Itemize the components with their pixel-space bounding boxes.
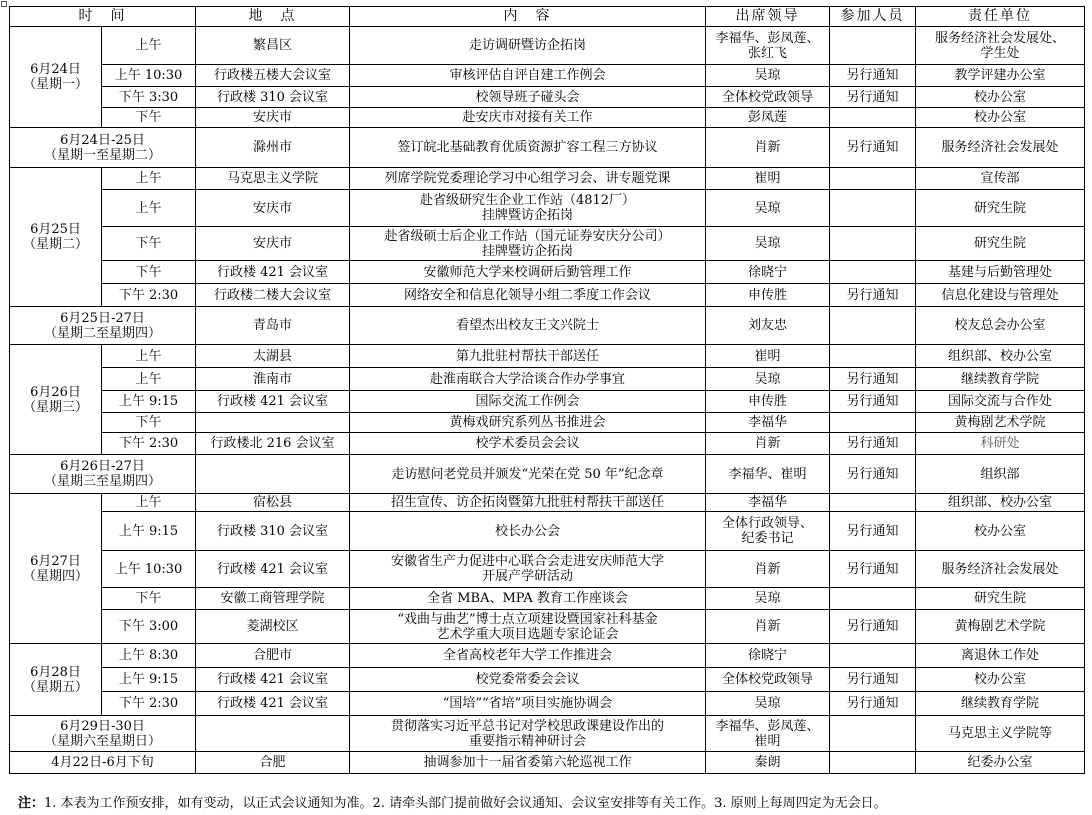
time-cell: 上午 bbox=[102, 27, 196, 65]
time-cell: 下午 bbox=[102, 588, 196, 610]
leader-cell: 崔明 bbox=[706, 168, 830, 190]
staff-cell: 另行通知 bbox=[830, 284, 916, 307]
footnote-label: 注： bbox=[18, 796, 45, 811]
table-row bbox=[10, 65, 1085, 87]
staff-cell bbox=[830, 307, 916, 345]
staff-cell bbox=[830, 644, 916, 668]
leader-cell: 肖新 bbox=[706, 551, 830, 588]
staff-cell: 另行通知 bbox=[830, 433, 916, 455]
staff-cell: 另行通知 bbox=[830, 692, 916, 716]
staff-cell bbox=[830, 261, 916, 284]
table-row bbox=[10, 494, 1085, 512]
footnote-text: 1. 本表为工作预安排，如有变动，以正式会议通知为准。2. 请牵头部门提前做好会议通知、会议室安排等有关工作。3. 原则上每周四定为无会日。 bbox=[44, 796, 887, 811]
header-leader: 出席领导 bbox=[706, 7, 830, 27]
place-cell: 淮南市 bbox=[196, 368, 350, 391]
place-cell: 太湖县 bbox=[196, 345, 350, 368]
table-row bbox=[10, 128, 1085, 168]
table-row bbox=[10, 261, 1085, 284]
date-cell: 6月29日-30日 （星期六至星期日） bbox=[10, 716, 196, 752]
time-cell: 上午 bbox=[102, 368, 196, 391]
unit-cell: 校办公室 bbox=[916, 512, 1085, 551]
leader-cell: 全体校党政领导 bbox=[706, 87, 830, 108]
time-cell: 下午 bbox=[102, 413, 196, 433]
content-cell: 走访调研暨访企拓岗 bbox=[350, 27, 706, 65]
date-cell: 6月25日 （星期二） bbox=[10, 168, 102, 307]
place-cell: 青岛市 bbox=[196, 307, 350, 345]
table-row bbox=[10, 692, 1085, 716]
schedule-body bbox=[10, 27, 1085, 774]
place-cell bbox=[196, 716, 350, 752]
leader-cell: 李福华 bbox=[706, 494, 830, 512]
place-cell: 行政楼 421 会议室 bbox=[196, 668, 350, 692]
unit-cell: 研究生院 bbox=[916, 190, 1085, 227]
unit-cell: 校办公室 bbox=[916, 668, 1085, 692]
staff-cell bbox=[830, 494, 916, 512]
content-cell: 网络安全和信息化领导小组二季度工作会议 bbox=[350, 284, 706, 307]
leader-cell: 肖新 bbox=[706, 128, 830, 168]
place-cell: 行政楼二楼大会议室 bbox=[196, 284, 350, 307]
staff-cell: 另行通知 bbox=[830, 368, 916, 391]
table-row bbox=[10, 227, 1085, 261]
content-cell: 招生宣传、访企拓岗暨第九批驻村帮扶干部送任 bbox=[350, 494, 706, 512]
place-cell: 安庆市 bbox=[196, 108, 350, 128]
content-cell: 全省高校老年大学工作推进会 bbox=[350, 644, 706, 668]
place-cell: 行政楼北 216 会议室 bbox=[196, 433, 350, 455]
content-cell: 校学术委员会会议 bbox=[350, 433, 706, 455]
content-cell: 签订皖北基础教育优质资源扩容工程三方协议 bbox=[350, 128, 706, 168]
place-cell: 滁州市 bbox=[196, 128, 350, 168]
leader-cell: 全体行政领导、 纪委书记 bbox=[706, 512, 830, 551]
content-cell: 第九批驻村帮扶干部送任 bbox=[350, 345, 706, 368]
leader-cell: 李福华、彭凤莲、 张红飞 bbox=[706, 27, 830, 65]
time-cell: 上午 bbox=[102, 345, 196, 368]
table-row bbox=[10, 284, 1085, 307]
footnote bbox=[18, 792, 887, 811]
date-cell: 4月22日-6月下旬 bbox=[10, 752, 196, 774]
leader-cell: 全体校党政领导 bbox=[706, 668, 830, 692]
unit-cell: 组织部 bbox=[916, 455, 1085, 494]
leader-cell: 吴琼 bbox=[706, 227, 830, 261]
unit-cell: 科研处 bbox=[916, 433, 1085, 455]
unit-cell: 信息化建设与管理处 bbox=[916, 284, 1085, 307]
staff-cell: 另行通知 bbox=[830, 551, 916, 588]
content-cell: 校长办公会 bbox=[350, 512, 706, 551]
table-row bbox=[10, 413, 1085, 433]
unit-cell: 服务经济社会发展处 bbox=[916, 128, 1085, 168]
header-place: 地 点 bbox=[196, 7, 350, 27]
schedule-sheet bbox=[9, 6, 1084, 774]
content-cell: 抽调参加十一届省委第六轮巡视工作 bbox=[350, 752, 706, 774]
staff-cell bbox=[830, 190, 916, 227]
leader-cell: 秦朗 bbox=[706, 752, 830, 774]
content-cell: 赴安庆市对接有关工作 bbox=[350, 108, 706, 128]
leader-cell: 崔明 bbox=[706, 345, 830, 368]
unit-cell: 黄梅剧艺术学院 bbox=[916, 610, 1085, 644]
content-cell: 列席学院党委理论学习中心组学习会、讲专题党课 bbox=[350, 168, 706, 190]
unit-cell: 继续教育学院 bbox=[916, 692, 1085, 716]
time-cell: 下午 2:30 bbox=[102, 692, 196, 716]
table-row bbox=[10, 190, 1085, 227]
leader-cell: 李福华、崔明 bbox=[706, 455, 830, 494]
date-cell: 6月27日 （星期四） bbox=[10, 494, 102, 644]
place-cell: 马克思主义学院 bbox=[196, 168, 350, 190]
staff-cell: 另行通知 bbox=[830, 128, 916, 168]
place-cell: 安庆市 bbox=[196, 190, 350, 227]
leader-cell: 吴琼 bbox=[706, 190, 830, 227]
place-cell: 行政楼 421 会议室 bbox=[196, 261, 350, 284]
header-row bbox=[10, 7, 1085, 27]
header-time: 时 间 bbox=[10, 7, 196, 27]
time-cell: 上午 bbox=[102, 190, 196, 227]
table-row bbox=[10, 512, 1085, 551]
leader-cell: 刘友忠 bbox=[706, 307, 830, 345]
table-row bbox=[10, 345, 1085, 368]
staff-cell: 另行通知 bbox=[830, 512, 916, 551]
table-row bbox=[10, 368, 1085, 391]
table-row bbox=[10, 610, 1085, 644]
staff-cell bbox=[830, 108, 916, 128]
place-cell: 宿松县 bbox=[196, 494, 350, 512]
staff-cell: 另行通知 bbox=[830, 87, 916, 108]
date-cell: 6月24日-25日 （星期一至星期二） bbox=[10, 128, 196, 168]
staff-cell bbox=[830, 752, 916, 774]
place-cell bbox=[196, 455, 350, 494]
table-row bbox=[10, 455, 1085, 494]
content-cell: “戏曲与曲艺”博士点立项建设暨国家社科基金 艺术学重大项目选题专家论证会 bbox=[350, 610, 706, 644]
place-cell: 行政楼 421 会议室 bbox=[196, 551, 350, 588]
content-cell: 赴淮南联合大学洽谈合作办学事宜 bbox=[350, 368, 706, 391]
time-cell: 上午 8:30 bbox=[102, 644, 196, 668]
time-cell: 上午 9:15 bbox=[102, 668, 196, 692]
content-cell: “国培”“省培”项目实施协调会 bbox=[350, 692, 706, 716]
unit-cell: 继续教育学院 bbox=[916, 368, 1085, 391]
content-cell: 看望杰出校友王文兴院士 bbox=[350, 307, 706, 345]
time-cell: 下午 3:00 bbox=[102, 610, 196, 644]
leader-cell: 徐晓宁 bbox=[706, 261, 830, 284]
place-cell: 行政楼 310 会议室 bbox=[196, 512, 350, 551]
content-cell: 安徽省生产力促进中心联合会走进安庆师范大学 开展产学研活动 bbox=[350, 551, 706, 588]
table-row bbox=[10, 168, 1085, 190]
place-cell: 繁昌区 bbox=[196, 27, 350, 65]
time-cell: 下午 bbox=[102, 227, 196, 261]
staff-cell bbox=[830, 345, 916, 368]
time-cell: 上午 9:15 bbox=[102, 391, 196, 413]
schedule-table bbox=[9, 6, 1085, 774]
date-cell: 6月24日 （星期一） bbox=[10, 27, 102, 128]
table-row bbox=[10, 27, 1085, 65]
leader-cell: 肖新 bbox=[706, 610, 830, 644]
header-unit: 责任单位 bbox=[916, 7, 1085, 27]
content-cell: 走访慰问老党员并颁发“光荣在党 50 年”纪念章 bbox=[350, 455, 706, 494]
leader-cell: 徐晓宁 bbox=[706, 644, 830, 668]
content-cell: 校领导班子碰头会 bbox=[350, 87, 706, 108]
staff-cell: 另行通知 bbox=[830, 391, 916, 413]
date-cell: 6月28日 （星期五） bbox=[10, 644, 102, 716]
content-cell: 赴省级硕士后企业工作站（国元证券安庆分公司） 挂牌暨访企拓岗 bbox=[350, 227, 706, 261]
time-cell: 下午 2:30 bbox=[102, 433, 196, 455]
content-cell: 赴省级研究生企业工作站（4812厂） 挂牌暨访企拓岗 bbox=[350, 190, 706, 227]
leader-cell: 吴琼 bbox=[706, 65, 830, 87]
place-cell: 合肥市 bbox=[196, 644, 350, 668]
table-row bbox=[10, 391, 1085, 413]
unit-cell: 校办公室 bbox=[916, 87, 1085, 108]
leader-cell: 吴琼 bbox=[706, 692, 830, 716]
place-cell: 行政楼 421 会议室 bbox=[196, 692, 350, 716]
time-cell: 上午 bbox=[102, 168, 196, 190]
time-cell: 下午 bbox=[102, 108, 196, 128]
unit-cell: 纪委办公室 bbox=[916, 752, 1085, 774]
staff-cell bbox=[830, 168, 916, 190]
content-cell: 全省 MBA、MPA 教育工作座谈会 bbox=[350, 588, 706, 610]
table-row bbox=[10, 752, 1085, 774]
leader-cell: 肖新 bbox=[706, 433, 830, 455]
leader-cell: 申传胜 bbox=[706, 391, 830, 413]
unit-cell: 宣传部 bbox=[916, 168, 1085, 190]
unit-cell: 国际交流与合作处 bbox=[916, 391, 1085, 413]
unit-cell: 校办公室 bbox=[916, 108, 1085, 128]
date-cell: 6月26日 （星期三） bbox=[10, 345, 102, 455]
header-content: 内 容 bbox=[350, 7, 706, 27]
time-cell: 上午 10:30 bbox=[102, 551, 196, 588]
table-row bbox=[10, 433, 1085, 455]
table-row bbox=[10, 668, 1085, 692]
staff-cell bbox=[830, 227, 916, 261]
unit-cell: 研究生院 bbox=[916, 227, 1085, 261]
place-cell: 菱湖校区 bbox=[196, 610, 350, 644]
staff-cell bbox=[830, 27, 916, 65]
staff-cell bbox=[830, 588, 916, 610]
staff-cell: 另行通知 bbox=[830, 610, 916, 644]
content-cell: 国际交流工作例会 bbox=[350, 391, 706, 413]
leader-cell: 吴琼 bbox=[706, 588, 830, 610]
unit-cell: 组织部、校办公室 bbox=[916, 494, 1085, 512]
time-cell: 下午 bbox=[102, 261, 196, 284]
unit-cell: 离退休工作处 bbox=[916, 644, 1085, 668]
leader-cell: 李福华 bbox=[706, 413, 830, 433]
time-cell: 上午 9:15 bbox=[102, 512, 196, 551]
place-cell bbox=[196, 413, 350, 433]
table-row bbox=[10, 644, 1085, 668]
date-cell: 6月26日-27日 （星期三至星期四） bbox=[10, 455, 196, 494]
time-cell: 上午 bbox=[102, 494, 196, 512]
leader-cell: 李福华、彭凤莲、 崔明 bbox=[706, 716, 830, 752]
table-row bbox=[10, 307, 1085, 345]
content-cell: 校党委常委会会议 bbox=[350, 668, 706, 692]
time-cell: 上午 10:30 bbox=[102, 65, 196, 87]
staff-cell: 另行通知 bbox=[830, 455, 916, 494]
unit-cell: 研究生院 bbox=[916, 588, 1085, 610]
staff-cell bbox=[830, 716, 916, 752]
unit-cell: 黄梅剧艺术学院 bbox=[916, 413, 1085, 433]
place-cell: 合肥 bbox=[196, 752, 350, 774]
date-cell: 6月25日-27日 （星期二至星期四） bbox=[10, 307, 196, 345]
unit-cell: 校友总会办公室 bbox=[916, 307, 1085, 345]
table-row bbox=[10, 108, 1085, 128]
table-row bbox=[10, 551, 1085, 588]
leader-cell: 彭凤莲 bbox=[706, 108, 830, 128]
staff-cell: 另行通知 bbox=[830, 65, 916, 87]
leader-cell: 申传胜 bbox=[706, 284, 830, 307]
staff-cell: 另行通知 bbox=[830, 668, 916, 692]
table-row bbox=[10, 87, 1085, 108]
place-cell: 行政楼 310 会议室 bbox=[196, 87, 350, 108]
content-cell: 安徽师范大学来校调研后勤管理工作 bbox=[350, 261, 706, 284]
unit-cell: 马克思主义学院等 bbox=[916, 716, 1085, 752]
unit-cell: 组织部、校办公室 bbox=[916, 345, 1085, 368]
time-cell: 下午 3:30 bbox=[102, 87, 196, 108]
table-row bbox=[10, 588, 1085, 610]
place-cell: 行政楼 421 会议室 bbox=[196, 391, 350, 413]
unit-cell: 服务经济社会发展处 bbox=[916, 551, 1085, 588]
leader-cell: 吴琼 bbox=[706, 368, 830, 391]
place-cell: 安徽工商管理学院 bbox=[196, 588, 350, 610]
content-cell: 审核评估自评自建工作例会 bbox=[350, 65, 706, 87]
unit-cell: 基建与后勤管理处 bbox=[916, 261, 1085, 284]
place-cell: 行政楼五楼大会议室 bbox=[196, 65, 350, 87]
content-cell: 黄梅戏研究系列丛书推进会 bbox=[350, 413, 706, 433]
unit-cell: 服务经济社会发展处、 学生处 bbox=[916, 27, 1085, 65]
unit-cell: 教学评建办公室 bbox=[916, 65, 1085, 87]
place-cell: 安庆市 bbox=[196, 227, 350, 261]
content-cell: 贯彻落实习近平总书记对学校思政课建设作出的 重要指示精神研讨会 bbox=[350, 716, 706, 752]
corner-marker bbox=[1, 1, 7, 7]
staff-cell bbox=[830, 413, 916, 433]
time-cell: 下午 2:30 bbox=[102, 284, 196, 307]
table-row bbox=[10, 716, 1085, 752]
header-staff: 参加人员 bbox=[830, 7, 916, 27]
